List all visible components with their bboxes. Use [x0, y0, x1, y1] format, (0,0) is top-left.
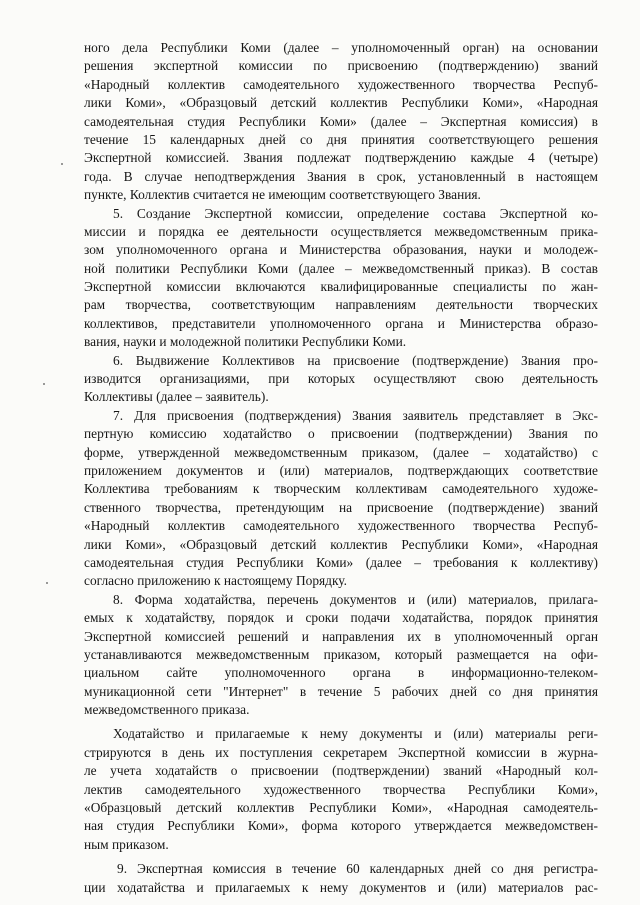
text-line: Экспертной комиссии включаются квалифицированные специалисты по жан- [84, 279, 598, 295]
paragraph-5-first-line: 5. Создание Экспертной комиссии, определение состава Экспертной ко- [113, 205, 598, 221]
paragraph-9-first-line: 9. Экспертная комиссия в течение 60 календарных дней со дня регистра- [117, 861, 598, 877]
text-line: ственного творчества, претендующим на присвоение (подтверждение) званий [84, 499, 598, 515]
text-line: ной политики Республики Коми (далее – межведомственный приказ). В состав [84, 260, 598, 276]
text-line: Экспертной комиссией. Звания подлежат подтверждению каждые 4 (четыре) [84, 150, 598, 166]
text-line: самодеятельная студия Республики Коми» (далее – Экспертная комиссия) в [84, 113, 598, 129]
text-line: межведомственного приказа. [84, 702, 250, 718]
paragraph-8-first-line: 8. Форма ходатайства, перечень документов и (или) материалов, прилага- [113, 591, 598, 607]
text-line: ная студия Республики Коми», форма которого утверждается межведомствен- [84, 818, 598, 834]
text-line: лектив самодеятельного художественного творчества Республики Коми», [84, 781, 598, 797]
text-line: ным приказом. [84, 836, 169, 852]
text-line: ле учета ходатайств о присвоении (подтверждении) званий «Народный кол- [84, 763, 598, 779]
paragraph-6-first-line: 6. Выдвижение Коллективов на присвоение (подтверждение) Звания про- [113, 352, 598, 368]
text-line: циальном сайте уполномоченного органа в информационно-телеком- [84, 665, 598, 681]
text-line: пертную комиссию ходатайство о присвоении (подтверждении) Звания по [84, 426, 598, 442]
text-line: согласно приложению к настоящему Порядку. [84, 573, 348, 589]
text-line: Коллектива требованиям к творческим коллективам самодеятельного художе- [84, 481, 598, 497]
text-line: муникационной сети "Интернет" в течение 5 рабочих дней со дня принятия [84, 683, 598, 699]
paragraph-registration-first-line: Ходатайство и прилагаемые к нему документы и (или) материалы реги- [113, 726, 598, 742]
text-line: форме, утвержденной межведомственным приказом, (далее – ходатайство) с [84, 444, 598, 460]
text-line: вания, науки и молодежной политики Республики Коми. [84, 334, 407, 350]
text-line: «Народный коллектив самодеятельного художественного творчества Респуб- [84, 518, 598, 534]
text-line: года. В случае неподтверждения Звания в срок, установленный в настоящем [84, 168, 598, 184]
text-line: «Народный коллектив самодеятельного художественного творчества Респуб- [84, 76, 598, 92]
document-body [84, 39, 598, 897]
paragraph-7-first-line: 7. Для присвоения (подтверждения) Звания заявитель представляет в Экс- [113, 407, 598, 423]
text-line: течение 15 календарных дней со дня принятия соответствующего решения [84, 131, 598, 147]
text-line: зом уполномоченного органа и Министерства образования, науки и молодеж- [84, 242, 598, 258]
text-line: ного дела Республики Коми (далее – уполномоченный орган) на основании [84, 40, 598, 55]
text-line: приложением документов и (или) материалов, подтверждающих соответствие [84, 462, 598, 478]
text-line: Экспертной комиссией решений и направления их в уполномоченный орган [84, 628, 598, 644]
text-line: коллективов, представители уполномоченного органа и Министерства образо- [84, 315, 598, 331]
text-line: миссии и порядка ее деятельности осуществляется межведомственным прика- [84, 223, 598, 239]
text-line: изводится организациями, при которых осуществляют свою деятельность [84, 371, 598, 387]
text-line: емых к ходатайству, порядок и сроки подачи ходатайства, порядок принятия [84, 610, 598, 626]
text-line: решения экспертной комиссии по присвоению (подтверждению) званий [84, 58, 598, 74]
scan-speck [46, 582, 48, 584]
text-line: лики Коми», «Образцовый детский коллектив Республики Коми», «Народная [84, 536, 598, 552]
scan-speck [61, 163, 63, 165]
text-line: Коллективы (далее – заявитель). [84, 389, 269, 405]
scan-speck [43, 383, 45, 385]
text-line: «Образцовый детский коллектив Республики Коми», «Народная самодеятель- [84, 800, 598, 816]
text-line: рам творчества, соответствующим направлениям деятельности творческих [84, 297, 598, 313]
text-line: самодеятельная студия Республики Коми» (далее – требования к коллективу) [84, 554, 598, 570]
text-line: лики Коми», «Образцовый детский коллектив Республики Коми», «Народная [84, 95, 598, 111]
text-line: ции ходатайства и прилагаемых к нему документов и (или) материалов рас- [84, 879, 598, 895]
text-line: устанавливаются межведомственным приказом, который размещается на офи- [84, 646, 598, 662]
text-line: стрируются в день их поступления секретарем Экспертной комиссии в журна- [84, 744, 598, 760]
text-line: пункте, Коллектив считается не имеющим соответствующего Звания. [84, 187, 481, 203]
